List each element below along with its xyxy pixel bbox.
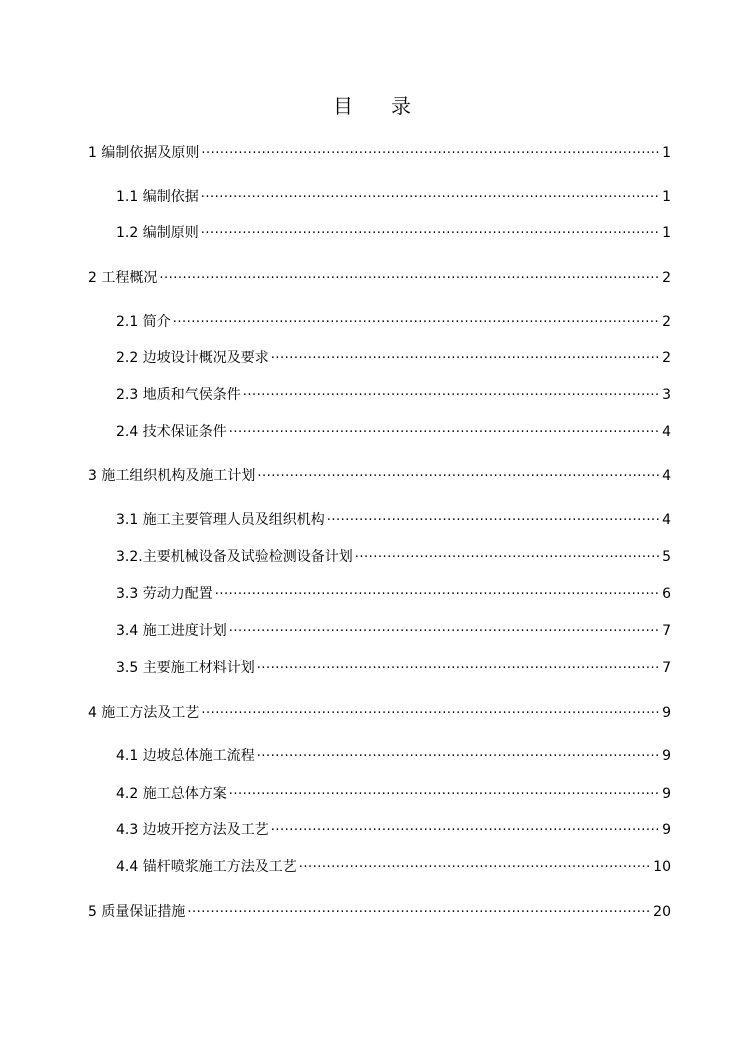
toc-page: 9 <box>662 786 671 802</box>
toc-label: 4.2 施工总体方案 <box>116 786 227 802</box>
toc-label: 3.3 劳动力配置 <box>116 586 213 602</box>
title-char-2: 录 <box>391 94 411 118</box>
leader-dots <box>173 312 660 326</box>
toc-entry[interactable] <box>116 547 671 566</box>
toc-entry[interactable] <box>116 784 671 803</box>
toc-entry[interactable] <box>116 187 671 206</box>
toc-label: 2.2 边坡设计概况及要求 <box>116 350 269 366</box>
leader-dots <box>229 784 660 798</box>
toc-label: 3.1 施工主要管理人员及组织机构 <box>116 512 325 528</box>
leader-dots <box>201 223 660 237</box>
toc-entry[interactable] <box>88 902 671 921</box>
toc-label: 2.1 简介 <box>116 314 171 330</box>
toc-page: 2 <box>662 350 671 366</box>
toc-label: 4.1 边坡总体施工流程 <box>116 748 255 764</box>
toc-entry[interactable] <box>116 746 671 765</box>
toc-page: 10 <box>653 859 671 875</box>
toc-entry[interactable] <box>116 223 671 242</box>
toc-label: 3.2.主要机械设备及试验检测设备计划 <box>116 549 353 565</box>
toc-entry[interactable] <box>116 820 671 839</box>
leader-dots <box>201 187 660 201</box>
toc-label: 3.4 施工进度计划 <box>116 623 227 639</box>
toc-entry[interactable] <box>88 703 671 722</box>
toc-entry[interactable] <box>116 312 671 331</box>
toc-entry[interactable] <box>88 268 671 287</box>
toc-page: 1 <box>662 189 671 205</box>
toc-label: 2 工程概况 <box>88 270 158 286</box>
toc-label: 2.4 技术保证条件 <box>116 424 227 440</box>
toc-page: 9 <box>662 822 671 838</box>
toc-label: 4 施工方法及工艺 <box>88 705 200 721</box>
toc-page: 4 <box>662 512 671 528</box>
toc-entry[interactable] <box>116 658 671 677</box>
leader-dots <box>229 621 660 635</box>
toc-label: 5 质量保证措施 <box>88 904 186 920</box>
leader-dots <box>257 466 660 480</box>
leader-dots <box>201 143 660 157</box>
toc-entry[interactable] <box>116 621 671 640</box>
toc-page: 1 <box>662 225 671 241</box>
toc-page: 2 <box>662 314 671 330</box>
leader-dots <box>299 857 651 871</box>
toc-page: 7 <box>662 623 671 639</box>
toc-entry[interactable] <box>88 143 671 162</box>
toc-page: 1 <box>662 145 671 161</box>
leader-dots <box>159 268 660 282</box>
page-title <box>0 90 744 119</box>
toc-entry[interactable] <box>116 348 671 367</box>
toc-entry[interactable] <box>116 510 671 529</box>
toc-page: 4 <box>662 424 671 440</box>
toc-page: 2 <box>662 270 671 286</box>
leader-dots <box>215 584 660 598</box>
toc-label: 1 编制依据及原则 <box>88 145 200 161</box>
toc-label: 2.3 地质和气侯条件 <box>116 387 241 403</box>
leader-dots <box>243 385 660 399</box>
toc-entry[interactable] <box>116 584 671 603</box>
toc-entry[interactable] <box>116 857 671 876</box>
leader-dots <box>257 658 660 672</box>
leader-dots <box>355 547 660 561</box>
leader-dots <box>229 422 660 436</box>
leader-dots <box>201 703 660 717</box>
leader-dots <box>187 902 651 916</box>
leader-dots <box>271 820 660 834</box>
toc-label: 1.1 编制依据 <box>116 189 199 205</box>
toc-label: 3.5 主要施工材料计划 <box>116 660 255 676</box>
toc-page: 6 <box>662 586 671 602</box>
toc-entry[interactable] <box>88 466 671 485</box>
toc-page: 9 <box>662 705 671 721</box>
toc-label: 4.3 边坡开挖方法及工艺 <box>116 822 269 838</box>
toc-entry[interactable] <box>116 422 671 441</box>
toc-entry[interactable] <box>116 385 671 404</box>
toc-page: 4 <box>662 468 671 484</box>
leader-dots <box>327 510 660 524</box>
toc-label: 3 施工组织机构及施工计划 <box>88 468 256 484</box>
title-char-1: 目 <box>333 94 353 118</box>
toc-page: 20 <box>653 904 671 920</box>
toc-page: 9 <box>662 748 671 764</box>
toc-page: 5 <box>662 549 671 565</box>
toc-page: 7 <box>662 660 671 676</box>
toc-label: 4.4 锚杆喷浆施工方法及工艺 <box>116 859 297 875</box>
leader-dots <box>271 348 660 362</box>
leader-dots <box>257 746 660 760</box>
toc-label: 1.2 编制原则 <box>116 225 199 241</box>
toc-page: 3 <box>662 387 671 403</box>
